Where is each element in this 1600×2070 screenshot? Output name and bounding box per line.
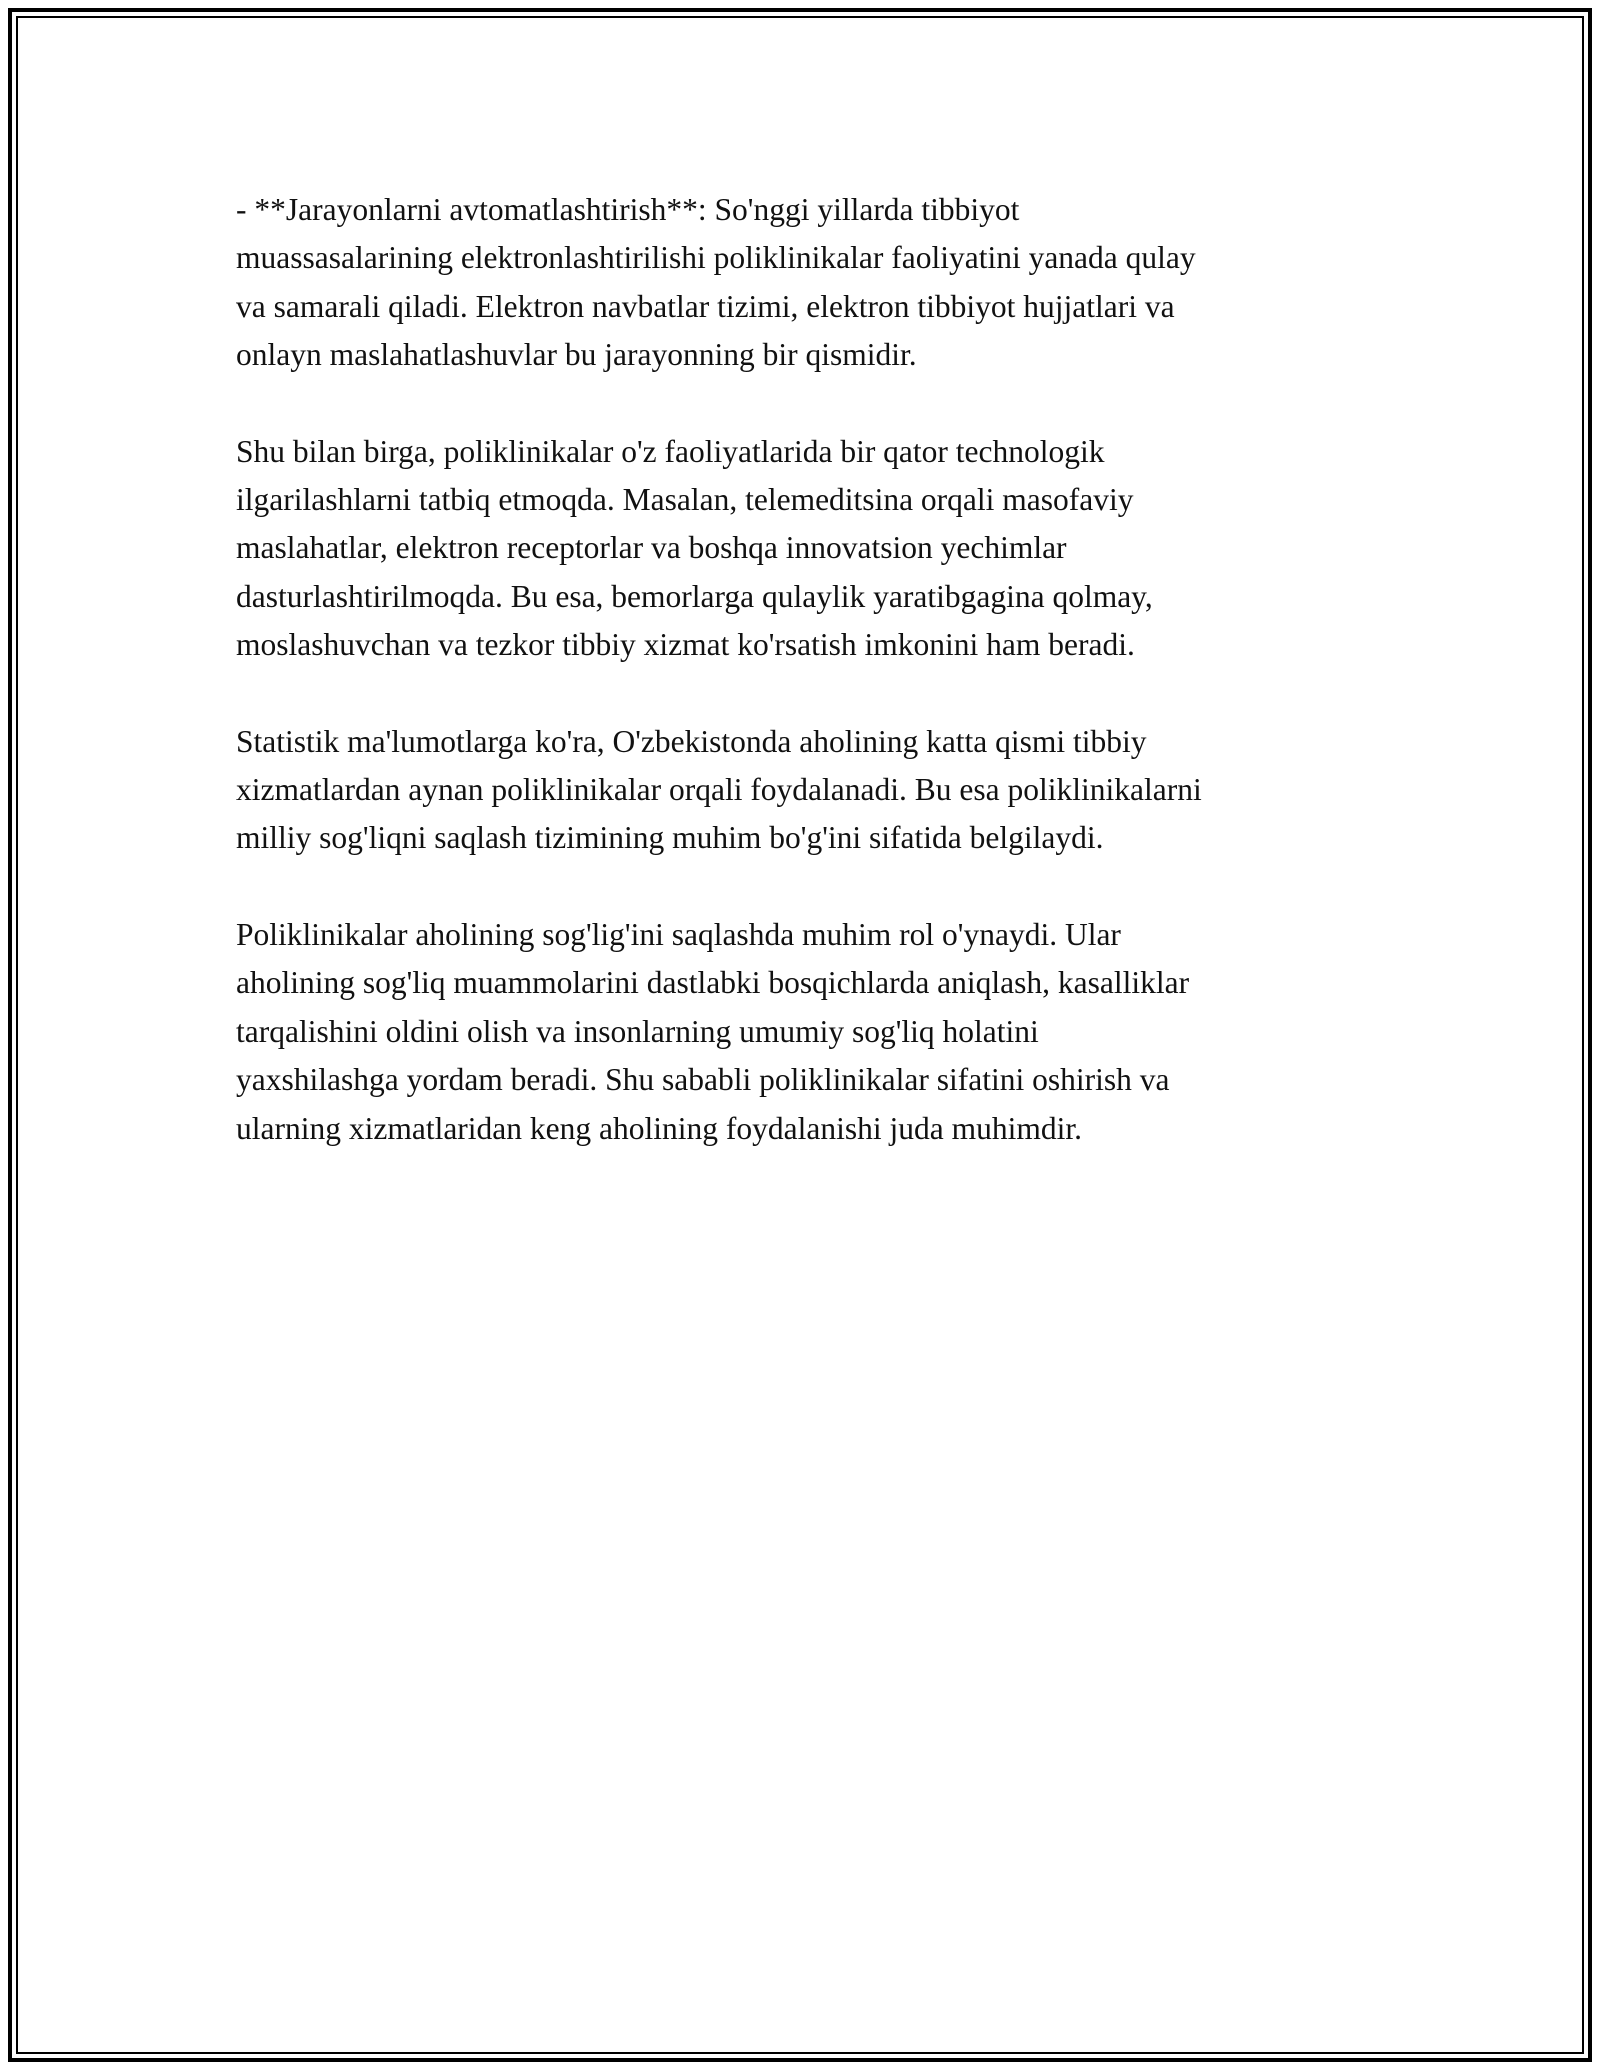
paragraph-automation: - **Jarayonlarni avtomatlashtirish**: So'nggi yillarda tibbiyot muassasalarining elektronlashtirilishi poliklinikalar faoliyatini yanada qulay va samarali qiladi. Elektron navbatlar tizimi, elektron tibbiyot hujjatlari va onlayn maslahatlashuvlar bu jarayonning bir qismidir. <box>236 192 1196 373</box>
paragraph-statistics: Statistik ma'lumotlarga ko'ra, O'zbekistonda aholining katta qismi tibbiy xizmatlardan aynan poliklinikalar orqali foydalanadi. Bu esa poliklinikalarni milliy sog'liqni saqlash tizimining muhim bo'g'ini sifatida belgilaydi. <box>236 723 1202 856</box>
paragraph-technology: Shu bilan birga, poliklinikalar o'z faoliyatlarida bir qator technologik ilgarilashlarni tatbiq etmoqda. Masalan, telemeditsina orqali masofaviy maslahatlar, elektron receptorlar va boshqa innovatsion yechimlar dasturlashtirilmoqda. Bu esa, bemorlarga qulaylik yaratibgagina qolmay, moslashuvchan va tezkor tibbiy xizmat ko'rsatish imkonini ham beradi. <box>236 433 1153 663</box>
paragraph-role: Poliklinikalar aholining sog'lig'ini saqlashda muhim rol o'ynaydi. Ular aholining sog'liq muammolarini dastlabki bosqichlarda aniqlash, kasalliklar tarqalishini oldini olish va insonlarning umumiy sog'liq holatini yaxshilashga yordam beradi. Shu sababli poliklinikalar sifatini oshirish va ularning xizmatlaridan keng aholining foydalanishi juda muhimdir. <box>236 916 1190 1146</box>
document-body <box>236 186 1364 1201</box>
